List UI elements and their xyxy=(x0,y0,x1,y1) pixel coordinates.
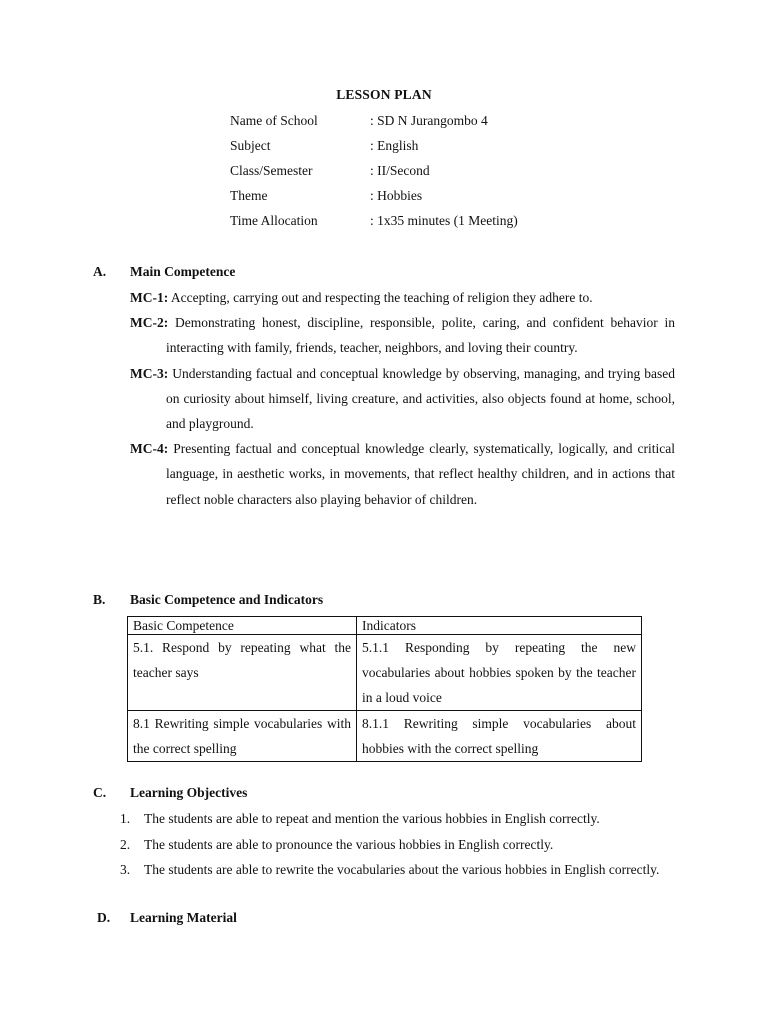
table-cell: 8.1.1 Rewriting simple vocabularies about hobbies with the correct spelling xyxy=(357,711,642,762)
info-value-class: : II/Second xyxy=(370,163,430,178)
section-c-letter: C. xyxy=(93,785,107,800)
mc-code: MC-2: xyxy=(130,315,169,331)
info-label-school: Name of School xyxy=(230,113,318,128)
list-item xyxy=(120,806,680,832)
section-a-title: Main Competence xyxy=(130,264,236,279)
mc-item xyxy=(130,285,675,310)
mc-text: Understanding factual and conceptual knowledge by observing, managing, and trying based on curiosity about himself, living creature, and activities, also objects found at home, school, and playground. xyxy=(166,365,675,432)
section-a-letter: A. xyxy=(93,264,107,279)
mc-code: MC-4: xyxy=(130,441,169,457)
list-text: The students are able to pronounce the various hobbies in English correctly. xyxy=(144,836,554,852)
list-text: The students are able to repeat and mention the various hobbies in English correctly. xyxy=(144,811,600,826)
mc-item xyxy=(130,436,675,512)
table-header-row xyxy=(128,617,642,635)
objectives-list xyxy=(120,806,680,883)
table-row xyxy=(128,635,642,711)
table-cell: 5.1. Respond by repeating what the teacher says xyxy=(128,635,357,711)
table-row xyxy=(128,711,642,762)
info-label-time: Time Allocation xyxy=(230,213,318,228)
list-number: 2. xyxy=(120,836,131,852)
section-c-title: Learning Objectives xyxy=(130,785,248,800)
mc-text: Accepting, carrying out and respecting the teaching of religion they adhere to. xyxy=(168,290,593,305)
section-b-title: Basic Competence and Indicators xyxy=(130,592,324,607)
info-value-school: : SD N Jurangombo 4 xyxy=(370,113,488,128)
section-d-title: Learning Material xyxy=(130,910,237,925)
info-value-theme: : Hobbies xyxy=(370,188,423,203)
mc-text: Presenting factual and conceptual knowledge clearly, systematically, logically, and critical language, in aesthetic works, in movements, that reflect healthy children, and in actions that reflect noble characters also playing behavior of children. xyxy=(166,441,675,507)
table-cell: 5.1.1 Responding by repeating the new vocabularies about hobbies spoken by the teacher in a loud voice xyxy=(357,635,642,711)
mc-item xyxy=(130,361,675,437)
section-d-letter: D. xyxy=(97,910,111,925)
document-title: LESSON PLAN xyxy=(336,87,432,102)
mc-item xyxy=(130,310,675,360)
list-number: 3. xyxy=(120,862,131,877)
section-b-letter: B. xyxy=(93,592,106,607)
table-header-cell: Indicators xyxy=(357,617,642,635)
mc-code: MC-3: xyxy=(130,365,169,381)
info-value-time: : 1x35 minutes (1 Meeting) xyxy=(370,213,518,228)
table-cell: 8.1 Rewriting simple vocabularies with the correct spelling xyxy=(128,711,357,762)
info-label-class: Class/Semester xyxy=(230,163,313,178)
info-label-theme: Theme xyxy=(230,188,268,203)
mc-text: Demonstrating honest, discipline, responsible, polite, caring, and confident behavior in interacting with family, friends, teacher, neighbors, and loving their country. xyxy=(166,315,675,356)
list-item xyxy=(120,857,680,883)
list-text: The students are able to rewrite the vocabularies about the various hobbies in English correctly. xyxy=(144,862,660,877)
main-competence-list xyxy=(130,285,675,512)
table-header-cell: Basic Competence xyxy=(128,617,357,635)
info-value-subject: : English xyxy=(370,138,419,153)
list-item xyxy=(120,832,680,858)
list-number: 1. xyxy=(120,811,131,826)
competence-table xyxy=(127,616,642,762)
info-label-subject: Subject xyxy=(230,138,271,153)
mc-code: MC-1: xyxy=(130,290,169,305)
